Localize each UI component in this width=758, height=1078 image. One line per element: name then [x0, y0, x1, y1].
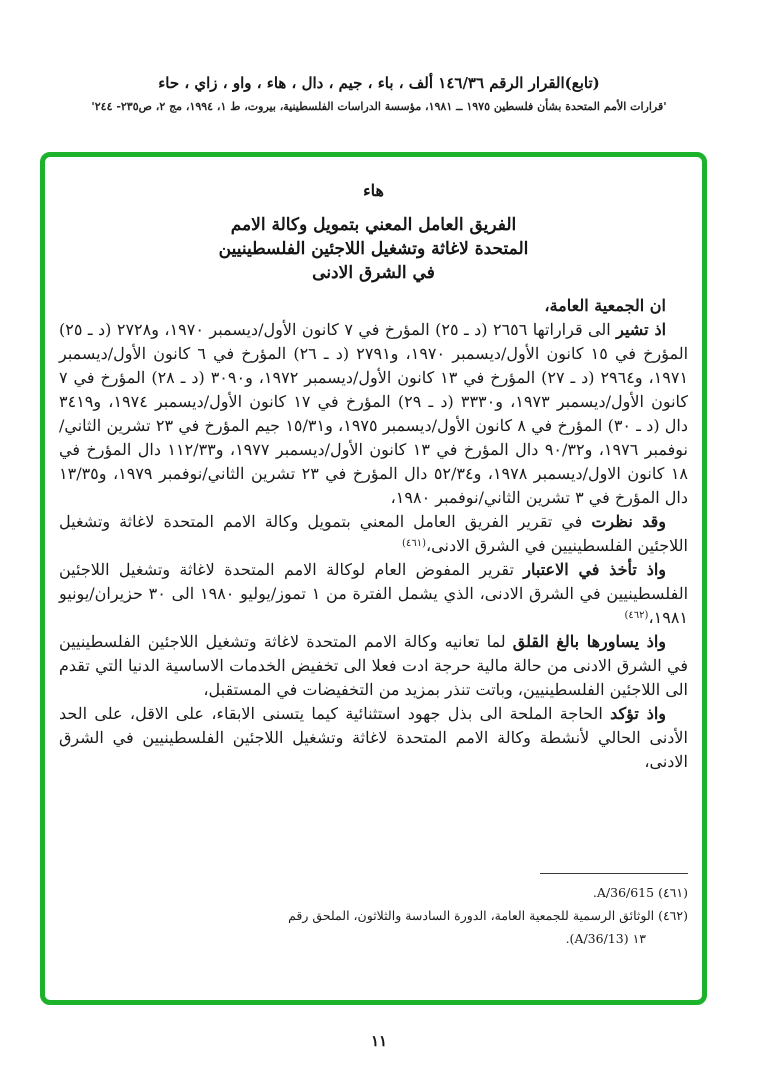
paragraph-considered-lead: وقد نظرت	[591, 512, 667, 531]
paragraph-considered	[59, 510, 688, 558]
paragraph-taking-into-account	[59, 558, 688, 630]
page-number: ١١	[370, 1032, 388, 1050]
footnote-461: (٤٦١) A/36/615.	[592, 885, 688, 900]
title-line-3: في الشرق الادنى	[312, 263, 435, 283]
paragraph-deeply-concerned	[59, 630, 688, 702]
paragraph-emphasizing-lead: واذ تؤكد	[610, 704, 666, 723]
footnote-ref-461: (٤٦١)	[402, 538, 426, 549]
resolution-body	[59, 294, 688, 774]
paragraph-taking-into-account-text: تقرير المفوض العام لوكالة الامم المتحدة لاغاثة وتشغيل اللاجئين الفلسطينيين في الشرق الادنى، الذي يشمل الفترة من ١ تموز/يوليو ١٩٨٠ الى ٣٠ حزيران/يونيو ١٩٨١،	[59, 560, 689, 627]
paragraph-emphasizing-text: الحاجة الملحة الى بذل جهود استثنائية كيما يتسنى الابقاء، على الاقل، على الحد الأدنى الحالي لأنشطة وكالة الامم المتحدة لاغاثة وتشغيل اللاجئين الفلسطينيين في الشرق الادنى،	[59, 704, 689, 771]
footnote-separator-rule	[540, 873, 688, 874]
paragraph-emphasizing	[59, 702, 688, 774]
preamble-opening-line: ان الجمعية العامة،	[544, 296, 666, 315]
footnote-ref-462: (٤٦٢)	[624, 610, 649, 621]
paragraph-taking-into-account-lead: واذ تأخذ في الاعتبار	[523, 560, 666, 579]
paragraph-deeply-concerned-lead: واذ يساورها بالغ القلق	[512, 632, 667, 651]
paragraph-recalling-text: الى قراراتها ٢٦٥٦ (د ـ ٢٥) المؤرخ في ٧ كانون الأول/ديسمبر ١٩٧٠، و٢٧٢٨ (د ـ ٢٥) المؤرخ في ١٥ كانون الأول/ديسمبر ١٩٧٠، و٢٧٩١ (د ـ ٢٦) المؤرخ في ٦ كانون الأول/ديسمبر ١٩٧١، و٢٩٦٤ (د ـ ٢٧) المؤرخ في ١٣ كانون الأول/ديسمبر ١٩٧٢، و٣٠٩٠ (د ـ ٢٨) المؤرخ في ٧ كانون الأول/ديسمبر ١٩٧٣، و٣٣٣٠ (د ـ ٢٩) المؤرخ في ١٧ كانون الأول/ديسمبر ١٩٧٤، و٣٤١٩ دال (د ـ ٣٠) المؤرخ في ٨ كانون الأول/ديسمبر ١٩٧٥، و١٥/٣١ جيم المؤرخ في ٢٣ تشرين الثاني/نوفمبر ١٩٧٦، و٩٠/٣٢ دال المؤرخ في ١٣ كانون الأول/ديسمبر ١٩٧٧، و١١٢/٣٣ دال المؤرخ في ١٨ كانون الاول/ديسمبر ١٩٧٨، و٥٢/٣٤ دال المؤرخ في ٢٣ تشرين الثاني/نوفمبر ١٩٧٩، و١٣/٣٥ دال المؤرخ في ٣ تشرين الثاني/نوفمبر ١٩٨٠،	[59, 320, 689, 507]
section-letter: هاء	[363, 181, 384, 200]
title-line-2: المتحدة لاغاثة وتشغيل اللاجئين الفلسطينيين	[218, 239, 529, 259]
resolution-title	[59, 213, 688, 285]
resolution-continuation-heading: (تابع)القرار الرقم ١٤٦/٣٦ ألف ، باء ، جيم ، دال ، هاء ، واو ، زاي ، حاء	[158, 74, 600, 92]
page-header	[0, 74, 758, 113]
source-citation-line: 'قرارات الأمم المتحدة بشأن فلسطين ١٩٧٥ ــ ١٩٨١، مؤسسة الدراسات الفلسطينية، بيروت، ط ١، ١٩٩٤، مج ٢، ص٢٣٥- ٢٤٤'	[91, 100, 667, 113]
paragraph-recalling-lead: اذ تشير	[616, 320, 667, 339]
footnote-462-line2: ١٣ (A/36/13).	[565, 931, 646, 946]
title-line-1: الفريق العامل المعني بتمويل وكالة الامم	[230, 215, 517, 235]
green-border-resolution-box	[40, 152, 707, 1005]
paragraph-recalling	[59, 318, 688, 510]
footnotes-block	[59, 873, 688, 950]
footnote-462-line1: (٤٦٢) الوثائق الرسمية للجمعية العامة، الدورة السادسة والثلاثون، الملحق رقم	[288, 908, 688, 923]
paragraph-deeply-concerned-text: لما تعانيه وكالة الامم المتحدة لاغاثة وتشغيل اللاجئين الفلسطينيين في الشرق الادنى من حالة مالية حرجة ادت فعلا الى تخفيض الخدمات الاساسية الدنيا التي تقدم الى اللاجئين الفلسطينيين، وباتت تنذر بمزيد من التخفيضات في المستقبل،	[59, 632, 688, 699]
paragraph-considered-text: في تقرير الفريق العامل المعني بتمويل وكالة الامم المتحدة لاغاثة وتشغيل اللاجئين الفلسطينيين في الشرق الادنى،	[59, 512, 688, 555]
